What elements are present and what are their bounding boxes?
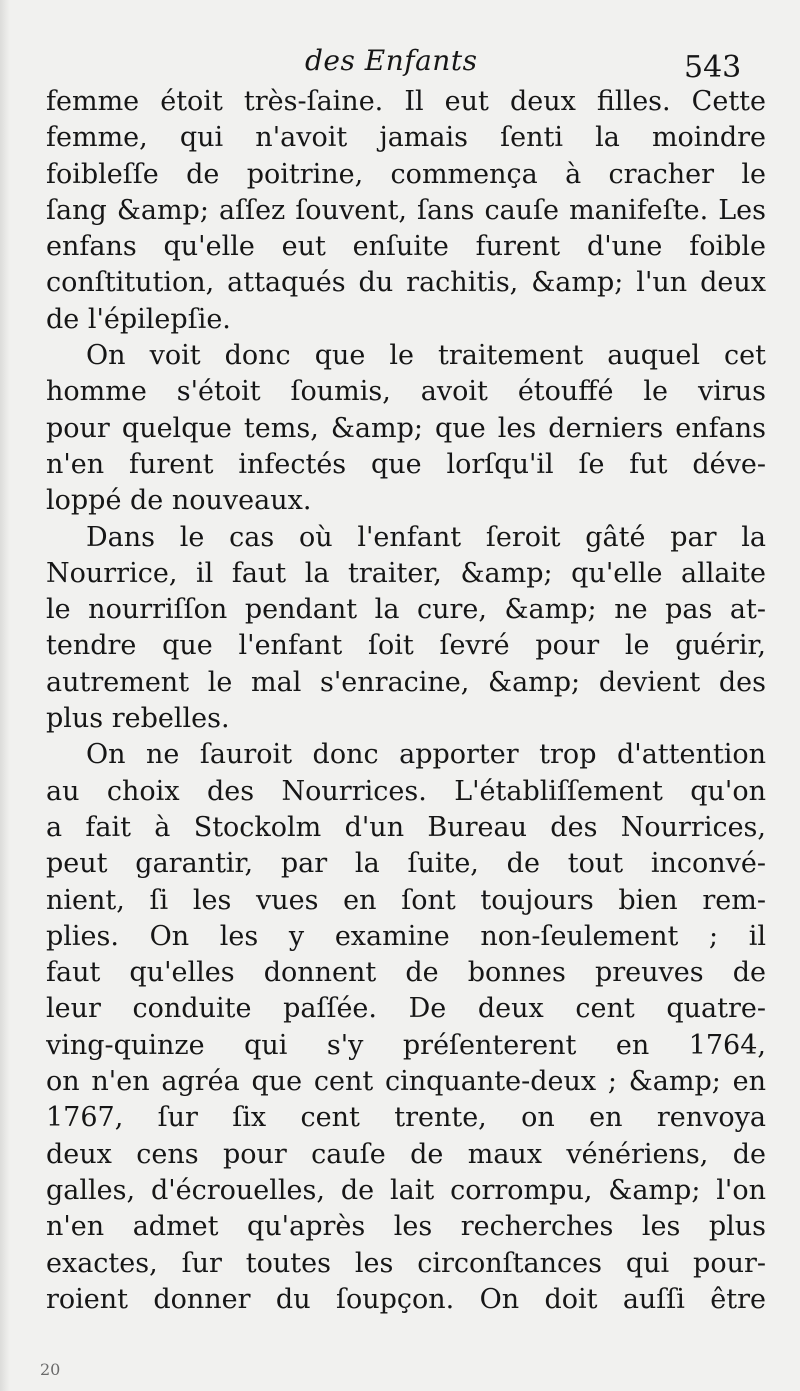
text-line: plus rebelles.	[46, 703, 230, 735]
text-line: tendre que l'enfant ſoit ſevré pour le guérir,	[46, 630, 766, 662]
text-line: deux cens pour cauſe de maux vénériens, de	[46, 1138, 766, 1170]
page-number: 543	[684, 50, 742, 85]
text-line: n'en furent infectés que lorſqu'il ſe fut déve-	[46, 448, 766, 480]
text-line: conſtitution, attaqués du rachitis, &amp; l'un deux	[46, 267, 766, 299]
text-line: homme s'étoit ſoumis, avoit étouffé le virus	[46, 376, 766, 408]
page-header	[0, 38, 800, 88]
text-line: foibleſſe de poitrine, commença à cracher le	[46, 158, 766, 190]
text-line: galles, d'écrouelles, de lait corrompu, &amp; l'on	[46, 1174, 766, 1206]
paragraph-start-line: On ne ſauroit donc apporter trop d'attention	[86, 739, 766, 771]
text-line: Nourrice, il faut la traiter, &amp; qu'elle allaite	[46, 557, 766, 589]
text-line: le nourriſſon pendant la cure, &amp; ne pas at-	[46, 594, 766, 626]
text-line: exactes, ſur toutes les circonſtances qui pour-	[46, 1247, 766, 1279]
text-line: femme étoit très-ſaine. Il eut deux filles. Cette	[46, 86, 766, 117]
text-line: enfans qu'elle eut enſuite furent d'une foible	[46, 231, 766, 263]
text-line: roient donner du ſoupçon. On doit auſſi être	[46, 1283, 766, 1315]
text-line: autrement le mal s'enracine, &amp; devient des	[46, 666, 766, 698]
text-line: de l'épilepſie.	[46, 303, 231, 335]
text-line: leur conduite paſſée. De deux cent quatre-	[46, 993, 766, 1025]
text-line: 1767, ſur ſix cent trente, on en renvoya	[46, 1102, 766, 1134]
text-line: n'en admet qu'après les recherches les plus	[46, 1211, 766, 1243]
text-line: nient, ſi les vues en ſont toujours bien rem-	[46, 884, 766, 916]
scan-edge-shadow	[0, 0, 10, 1391]
text-line: plies. On les y examine non-ſeulement ; il	[46, 920, 766, 952]
text-line: pour quelque tems, &amp; que les derniers enfans	[46, 412, 766, 444]
text-line: a fait à Stockolm d'un Bureau des Nourrices,	[46, 811, 766, 843]
text-line: au choix des Nourrices. L'établiſſement qu'on	[46, 775, 766, 807]
text-line: on n'en agréa que cent cinquante-deux ; &amp; en	[46, 1066, 766, 1098]
body-text	[46, 84, 766, 1318]
text-line: femme, qui n'avoit jamais ſenti la moindre	[46, 122, 766, 154]
text-line: ſang &amp; aſſez ſouvent, ſans cauſe manifeſte. Les	[46, 194, 766, 226]
paragraph-start-line: Dans le cas où l'enfant ſeroit gâté par la	[86, 521, 766, 553]
text-line: ving-quinze qui s'y préſenterent en 1764,	[46, 1029, 766, 1061]
text-line: peut garantir, par la ſuite, de tout inconvé-	[46, 848, 766, 880]
text-line: faut qu'elles donnent de bonnes preuves de	[46, 957, 766, 989]
signature-mark: 20	[40, 1360, 61, 1379]
text-line: loppé de nouveaux.	[46, 485, 312, 517]
running-title: des Enfants	[305, 44, 478, 77]
paragraph-start-line: On voit donc que le traitement auquel cet	[86, 340, 766, 372]
